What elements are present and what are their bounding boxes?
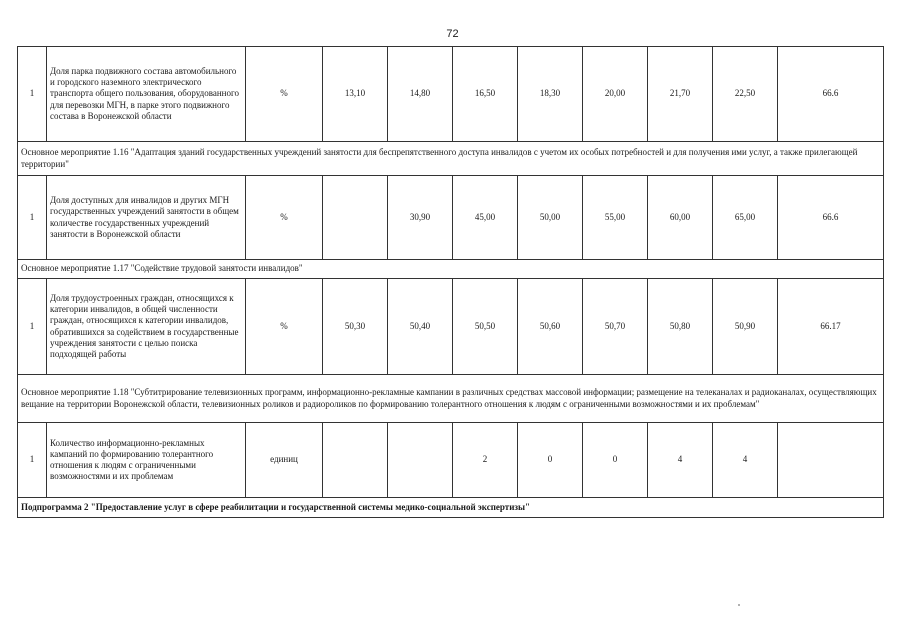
indicator-name: Доля доступных для инвалидов и других МГН государственных учреждений занятости в общем количестве государственных учреждений занятости в Воронежской области [47, 176, 246, 260]
table-row [18, 279, 884, 375]
value-cell: 66.17 [778, 279, 884, 375]
indicators-table [17, 46, 884, 518]
value-cell: 50,00 [518, 176, 583, 260]
value-cell: 50,60 [518, 279, 583, 375]
value-cell: 4 [713, 423, 778, 498]
value-cell: 50,70 [583, 279, 648, 375]
subprogram-title: Подпрограмма 2 "Предоставление услуг в сфере реабилитации и государственной системы медико-социальной экспертизы" [18, 498, 884, 518]
value-cell [778, 423, 884, 498]
row-number: 1 [18, 279, 47, 375]
row-number: 1 [18, 47, 47, 142]
scan-artifact [738, 604, 740, 606]
value-cell: 50,50 [453, 279, 518, 375]
value-cell: 16,50 [453, 47, 518, 142]
unit-cell: % [246, 176, 323, 260]
value-cell: 66.6 [778, 47, 884, 142]
value-cell [323, 423, 388, 498]
value-cell: 45,00 [453, 176, 518, 260]
table-row [18, 423, 884, 498]
value-cell: 60,00 [648, 176, 713, 260]
section-title: Основное мероприятие 1.18 "Субтитрирование телевизионных программ, информационно-рекламные кампании в различных средствах массовой информации; размещение на телеканалах и радиоканалах, осуществляющих вещание на территории Воронежской области, телевизионных роликов и радиороликов по формированию толерантного отношения к людям с ограниченными возможностями и их проблемам" [18, 375, 884, 423]
table-row [18, 176, 884, 260]
indicator-name: Доля трудоустроенных граждан, относящихся к категории инвалидов, в общей численности граждан, относящихся к категории инвалидов, обратившихся за содействием в государственные учреждения занятости с целью поиска подходящей работы [47, 279, 246, 375]
value-cell: 21,70 [648, 47, 713, 142]
value-cell: 22,50 [713, 47, 778, 142]
value-cell: 50,30 [323, 279, 388, 375]
value-cell: 0 [583, 423, 648, 498]
page-number: 72 [446, 28, 459, 40]
section-row [18, 260, 884, 279]
section-title: Основное мероприятие 1.17 "Содействие трудовой занятости инвалидов" [18, 260, 884, 279]
unit-cell: % [246, 279, 323, 375]
subprogram-row [18, 498, 884, 518]
indicator-name: Доля парка подвижного состава автомобильного и городского наземного электрического транспорта общего пользования, оборудованного для перевозки МГН, в парке этого подвижного состава в Воронежской области [47, 47, 246, 142]
value-cell [388, 423, 453, 498]
value-cell: 14,80 [388, 47, 453, 142]
value-cell: 18,30 [518, 47, 583, 142]
value-cell: 13,10 [323, 47, 388, 142]
unit-cell: единиц [246, 423, 323, 498]
section-row [18, 142, 884, 176]
section-row [18, 375, 884, 423]
value-cell: 2 [453, 423, 518, 498]
row-number: 1 [18, 176, 47, 260]
indicator-name: Количество информационно-рекламных кампаний по формированию толерантного отношения к людям с ограниченными возможностями и их проблемам [47, 423, 246, 498]
value-cell: 20,00 [583, 47, 648, 142]
row-number: 1 [18, 423, 47, 498]
value-cell: 50,90 [713, 279, 778, 375]
value-cell [323, 176, 388, 260]
value-cell: 66.6 [778, 176, 884, 260]
value-cell: 0 [518, 423, 583, 498]
value-cell: 65,00 [713, 176, 778, 260]
value-cell: 30,90 [388, 176, 453, 260]
value-cell: 50,80 [648, 279, 713, 375]
section-title: Основное мероприятие 1.16 "Адаптация зданий государственных учреждений занятости для беспрепятственного доступа инвалидов с учетом их особых потребностей и для получения ими услуг, а также прилегающей территории" [18, 142, 884, 176]
value-cell: 50,40 [388, 279, 453, 375]
table-row [18, 47, 884, 142]
unit-cell: % [246, 47, 323, 142]
value-cell: 4 [648, 423, 713, 498]
value-cell: 55,00 [583, 176, 648, 260]
